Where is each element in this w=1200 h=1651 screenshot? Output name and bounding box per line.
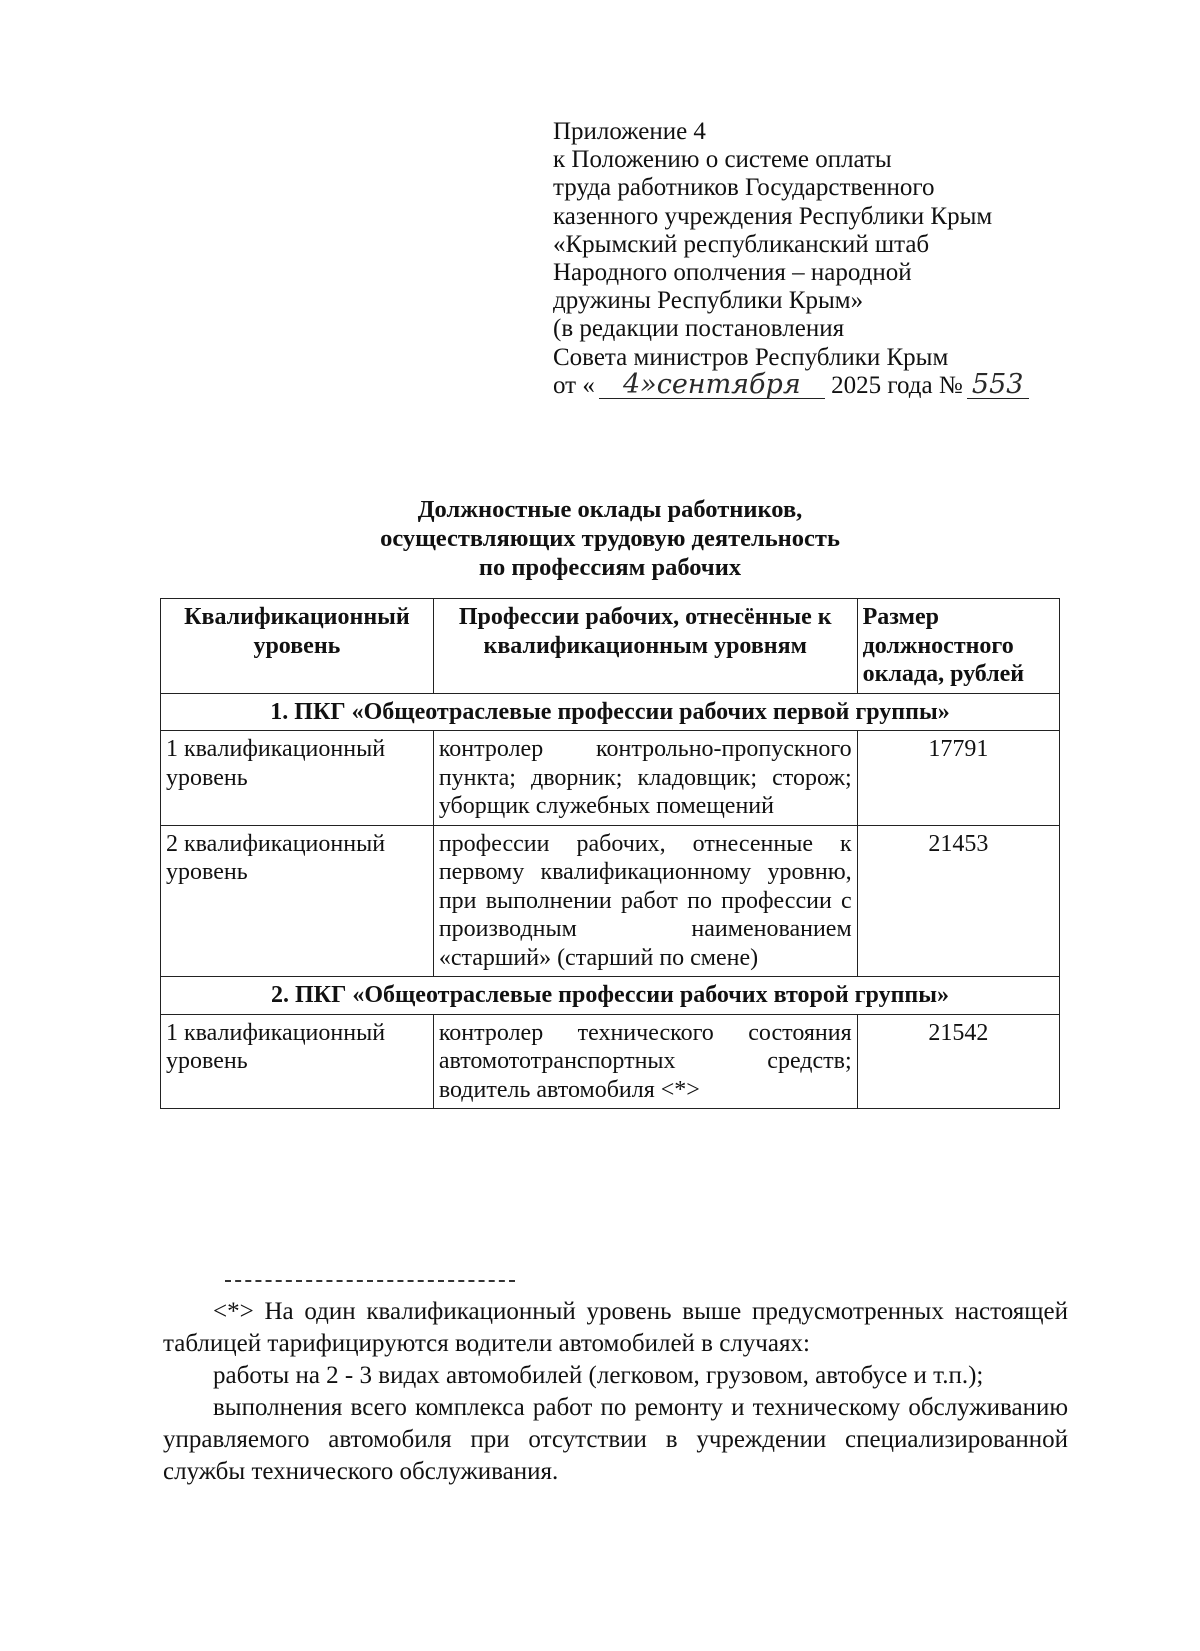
group-row (161, 693, 1060, 731)
table-row (161, 1014, 1060, 1109)
header-salary: Размер должностного оклада, рублей (857, 599, 1059, 694)
footnote-paragraph: работы на 2 - 3 видах автомобилей (легковом, грузовом, автобусе и т.п.); (213, 1362, 984, 1389)
appendix-header (553, 118, 1073, 400)
appendix-line: «Крымский республиканский штаб (553, 230, 930, 258)
appendix-line: труда работников Государственного (553, 174, 935, 202)
document-title (200, 495, 1020, 582)
handwritten-number: 553 (967, 372, 1029, 399)
title-line: осуществляющих трудовую деятельность (380, 525, 840, 552)
title-line: Должностные оклады работников, (417, 496, 803, 523)
salary-cell: 21453 (857, 825, 1059, 977)
group-title: 2. ПКГ «Общеотраслевые профессии рабочих второй группы» (161, 977, 1060, 1015)
handwritten-date: 4»сентября (599, 372, 825, 399)
table-header-row (161, 599, 1060, 694)
level-cell: 1 квалификационный уровень (161, 1014, 434, 1109)
footnote-paragraph: <*> На один квалификационный уровень выше предусмотренных настоящей таблицей тарифицируются водители автомобилей в случаях: (163, 1298, 1068, 1357)
footnote-separator (225, 1280, 515, 1282)
year-text: 2025 года № (831, 371, 963, 399)
appendix-line: Совета министров Республики Крым (553, 343, 949, 371)
date-prefix: от « (553, 371, 595, 399)
appendix-line: дружины Республики Крым» (553, 287, 864, 315)
salary-cell: 21542 (857, 1014, 1059, 1109)
appendix-line: к Положению о системе оплаты (553, 146, 892, 174)
header-level: Квалификационный уровень (161, 599, 434, 694)
resolution-date-line (553, 368, 1073, 400)
appendix-line: казенного учреждения Республики Крым (553, 202, 993, 230)
footnote-paragraph: выполнения всего комплекса работ по ремонту и техническому обслуживанию управляемого автомобиля при отсутствии в учреждении специализированной службы технического обслуживания. (163, 1394, 1068, 1485)
professions-cell: контролер контрольно-пропускного пункта; дворник; кладовщик; сторож; уборщик служебных помещений (433, 731, 857, 826)
header-professions: Профессии рабочих, отнесённые к квалификационным уровням (433, 599, 857, 694)
footnote (163, 1296, 1068, 1488)
professions-cell: профессии рабочих, отнесенные к первому квалификационному уровню, при выполнении работ по профессии с производным наименованием «старший» (старший по смене) (433, 825, 857, 977)
appendix-line: Приложение 4 (553, 118, 706, 145)
appendix-line: Народного ополчения – народной (553, 259, 912, 287)
group-row (161, 977, 1060, 1015)
appendix-line: (в редакции постановления (553, 315, 845, 343)
table-row (161, 825, 1060, 977)
table-row (161, 731, 1060, 826)
professions-cell: контролер технического состояния автомототранспортных средств; водитель автомобиля <*> (433, 1014, 857, 1109)
salary-cell: 17791 (857, 731, 1059, 826)
salary-table (160, 598, 1060, 1109)
level-cell: 1 квалификационный уровень (161, 731, 434, 826)
level-cell: 2 квалификационный уровень (161, 825, 434, 977)
title-line: по профессиям рабочих (478, 554, 742, 581)
group-title: 1. ПКГ «Общеотраслевые профессии рабочих первой группы» (161, 693, 1060, 731)
